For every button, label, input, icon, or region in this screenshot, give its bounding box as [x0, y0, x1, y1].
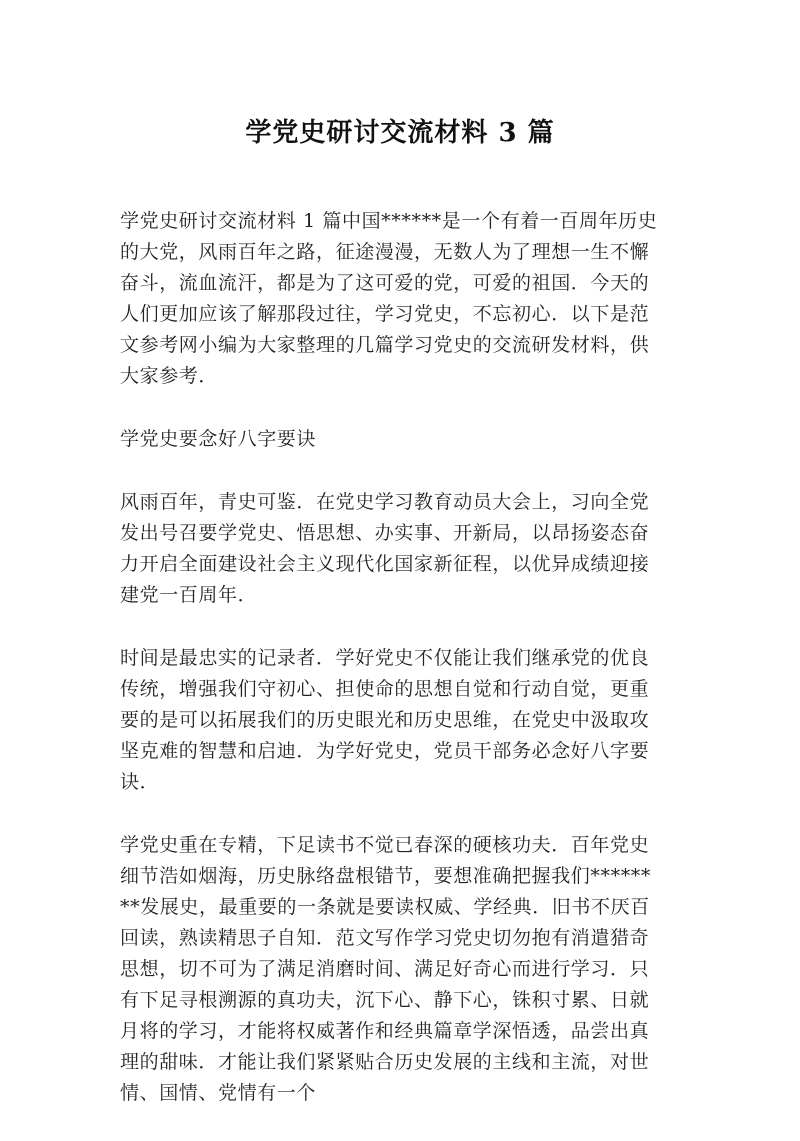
intro-paragraph: 学党史研讨交流材料 1 篇中国******是一个有着一百周年历史的大党，风雨百年之路，征途漫漫，无数人为了理想一生不懈奋斗，流血流汗，都是为了这可爱的党，可爱的祖国．今天的人们更加应该了解那段过往，学习党史，不忘初心．以下是范文参考网小编为大家整理的几篇学习党史的交流研发材料，供大家参考．	[120, 210, 658, 387]
body-paragraph: 风雨百年，青史可鉴．在党史学习教育动员大会上，习向全党发出号召要学党史、悟思想、办实事、开新局，以昂扬姿态奋力开启全面建设社会主义现代化国家新征程，以优异成绩迎接建党一百周年．	[120, 491, 650, 606]
body-paragraph: 学党史重在专精，下足读书不觉已春深的硬核功夫．百年党史细节浩如烟海，历史脉络盘根错节，要想准确把握我们********发展史，最重要的一条就是要读权威、学经典．旧书不厌百回读，熟读精思子自知．范文写作学习党史切勿抱有消遣猎奇思想，切不可为了满足消磨时间、满足好奇心而进行学习．只有下足寻根溯源的真功夫，沉下心、静下心，铢积寸累、日就月将的学习，才能将权威著作和经典篇章学深悟透，品尝出真理的甜味．才能让我们紧紧贴合历史发展的主线和主流，对世情、国情、党情有一个	[120, 834, 652, 1104]
section-heading: 学党史要念好八字要诀	[120, 428, 317, 450]
document-title: 学党史研讨交流材料 3 篇	[245, 118, 555, 148]
document-body	[120, 206, 660, 1141]
body-paragraph: 时间是最忠实的记录者．学好党史不仅能让我们继承党的优良传统，增强我们守初心、担使命的思想自觉和行动自觉，更重要的是可以拓展我们的历史眼光和历史思维，在党史中汲取攻坚克难的智慧和启迪．为学好党史，党员干部务必念好八字要诀．	[120, 647, 650, 793]
